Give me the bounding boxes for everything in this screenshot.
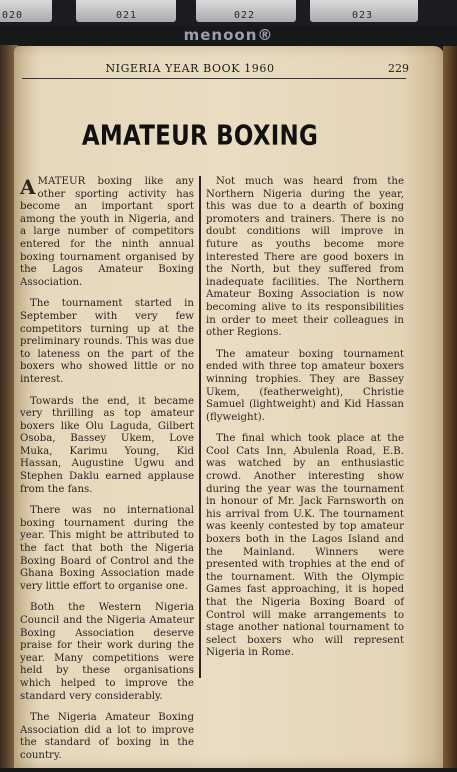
frame-label: 022 bbox=[234, 10, 256, 21]
page-number: 229 bbox=[388, 62, 409, 75]
frame-label: 021 bbox=[116, 10, 138, 21]
book-cover-edge bbox=[443, 46, 457, 768]
paragraph: Towards the end, it became very thrilling as top amateur boxers like Olu Laguda, Gilbert Osoba, Bassey Ukem, Love Muka, Karimu Young, Kid Hassan, Augustine Ugwu and Stephen Daklu earned applause from the fans. bbox=[20, 395, 194, 495]
paragraph: There was no international boxing tournament during the year. This might be attributed to the fact that both the Nigeria Boxing Board of Control and the Ghana Boxing Association made very little effort to organise one. bbox=[20, 505, 194, 592]
paragraph: The Nigeria Amateur Boxing Association did a lot to improve the standard of boxing in the country. bbox=[20, 712, 194, 761]
header-rule bbox=[22, 78, 406, 79]
frame-label: 020 bbox=[2, 10, 24, 21]
paragraph: The tournament started in September with very few competitors turning up at the preliminary rounds. This was due to lateness on the part of the boxers who showed little or no interest. bbox=[20, 298, 194, 385]
paragraph: The amateur boxing tournament ended with three top amateur boxers winning trophies. They are Bassey Ukem, (featherweight), Christie Samuel (lightweight) and Kid Hassan (flyweight). bbox=[206, 348, 404, 423]
article-title-text: AMATEUR BOXING bbox=[81, 118, 319, 152]
paragraph bbox=[20, 176, 194, 289]
camera-brand: menoon® bbox=[183, 26, 274, 44]
running-head: NIGERIA YEAR BOOK 1960 bbox=[105, 62, 275, 75]
column-rule bbox=[199, 176, 201, 678]
right-column bbox=[206, 176, 404, 669]
paragraph: Both the Western Nigeria Council and the Nigeria Amateur Boxing Association deserve praise for their work during the year. Many competitions were held by these organisations which helped to improve the standard very considerably. bbox=[20, 602, 194, 702]
drop-cap: A bbox=[20, 175, 36, 199]
paragraph-text: MATEUR boxing like any other sporting activity has become an important sport among the youth in Nigeria, and a large number of competitors entered for the ninth annual boxing tournament organised by the Lagos Amateur Boxing Association. bbox=[20, 176, 194, 288]
paragraph: The final which took place at the Cool Cats Inn, Abulenla Road, E.B. was watched by an enthusiastic crowd. Another interesting show during the year was the tournament in honour of Mr. Jack Farnsworth on his arrival from U.K. The tournament was keenly contested by top amateur boxers both in the Lagos Island and the Mainland. Winners were presented with trophies at the end of the tournament. With the Olympic Games fast approaching, it is hoped that the Nigeria Boxing Board of Control will make arrangements to stage another national tournament to select boxers who will represent Nigeria in Rome. bbox=[206, 433, 404, 659]
paragraph: Not much was heard from the Northern Nigeria during the year, this was due to a dearth of boxing promoters and trainers. There is no doubt conditions will improve in future as youths become more interested There are good boxers in the North, but they suffered from inadequate facilities. The Northern Amateur Boxing Association is now becoming alive to its responsibilities in order to meet their colleagues in other Regions. bbox=[206, 176, 404, 339]
article-title bbox=[56, 119, 344, 152]
film-strip bbox=[0, 0, 457, 26]
left-column bbox=[20, 176, 194, 772]
frame-label: 023 bbox=[352, 10, 374, 21]
